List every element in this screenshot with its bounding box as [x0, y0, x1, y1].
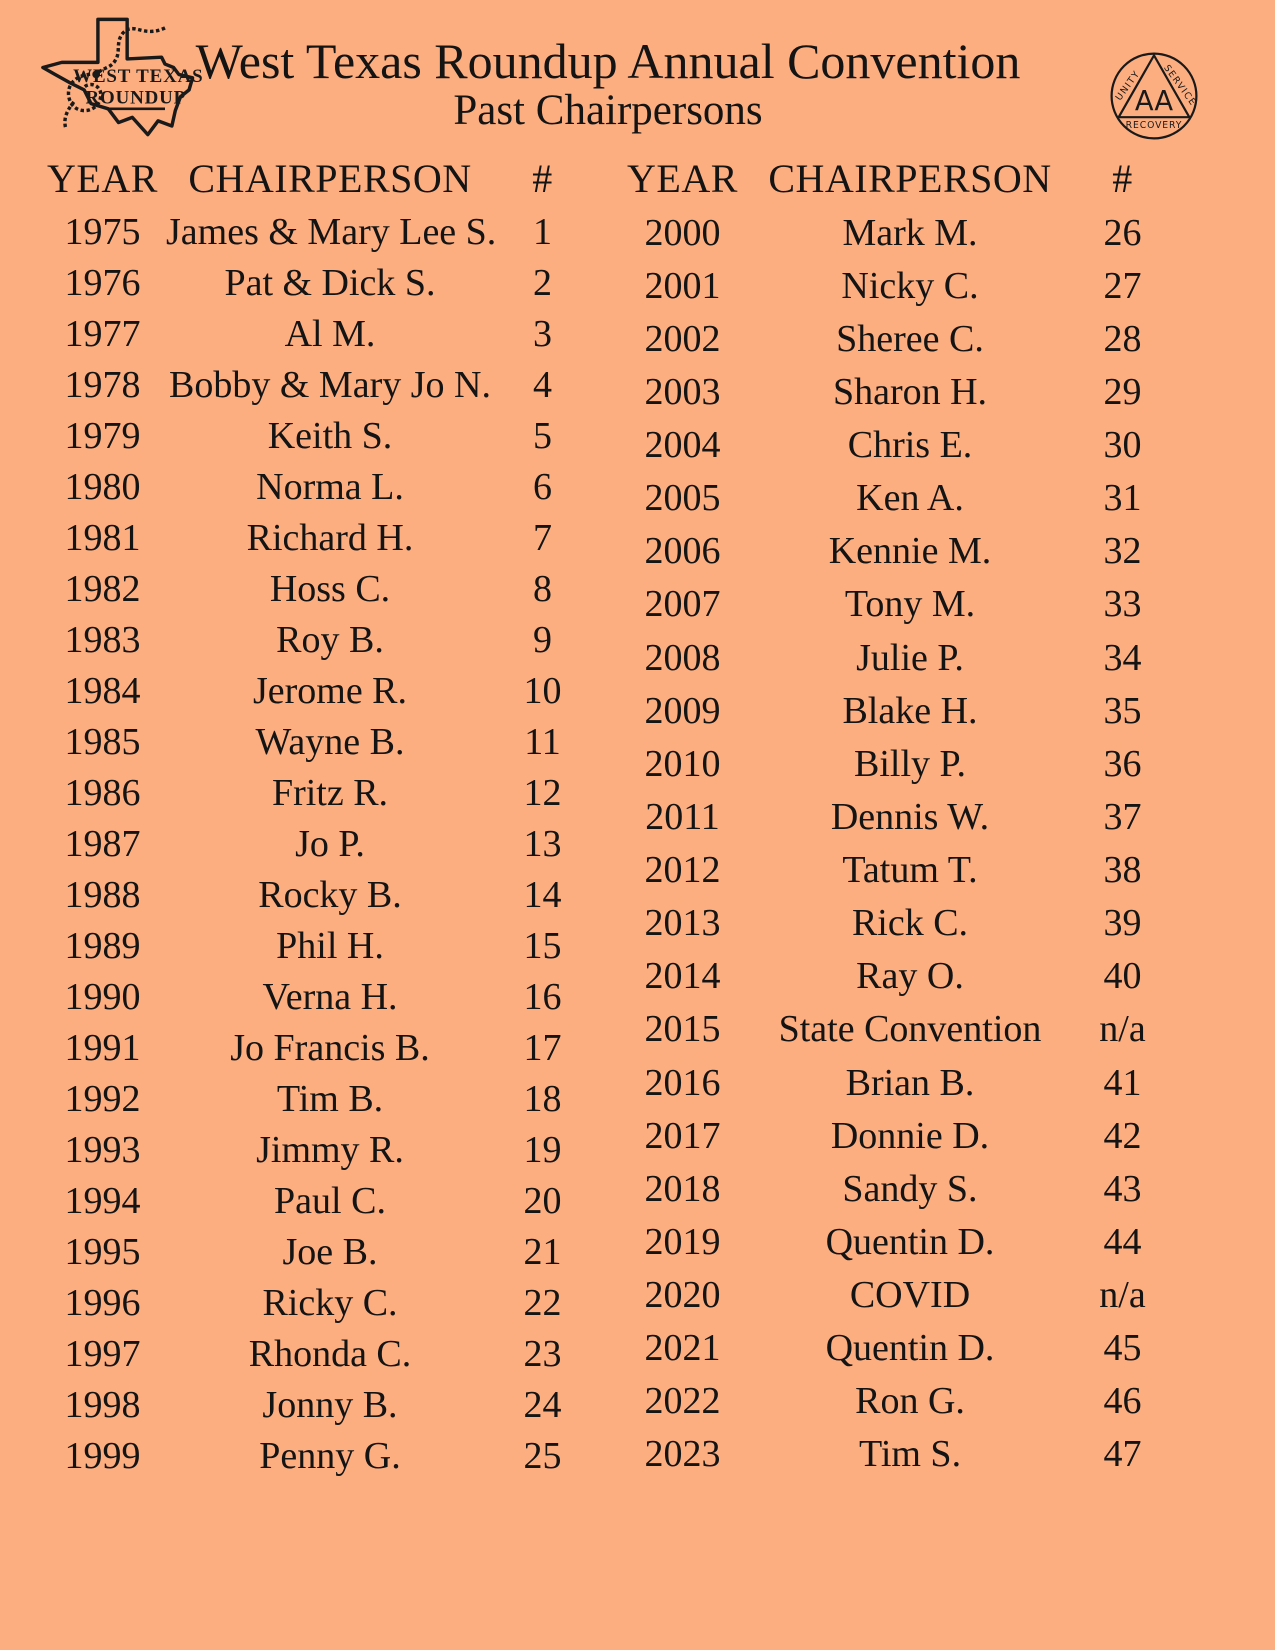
year-cell: 1982 [64, 567, 141, 610]
chairperson-cell: Blake H. [842, 689, 978, 732]
number-cell: 6 [533, 465, 552, 508]
table-row [620, 259, 1170, 312]
number-cell: 10 [523, 669, 562, 712]
chairperson-cell: James & Mary Lee S. [166, 210, 497, 253]
year-cell: 1998 [64, 1383, 141, 1426]
right-table [620, 150, 1170, 1481]
right-table-body [620, 206, 1170, 1481]
year-cell: 1995 [64, 1230, 141, 1273]
table-row [40, 1022, 590, 1073]
number-cell: 43 [1103, 1167, 1142, 1210]
chairperson-cell: Penny G. [259, 1434, 401, 1477]
table-row [40, 869, 590, 920]
table-header-row [40, 150, 590, 206]
number-header: # [1112, 155, 1133, 201]
chairperson-cell: Donnie D. [830, 1114, 990, 1157]
table-row [40, 665, 590, 716]
chairperson-cell: Norma L. [256, 465, 404, 508]
chairperson-cell: Sharon H. [832, 370, 988, 413]
number-cell: 40 [1103, 955, 1142, 998]
number-cell: 45 [1103, 1327, 1142, 1370]
number-cell: 1 [533, 210, 552, 253]
number-cell: 35 [1103, 689, 1142, 732]
number-cell: 22 [523, 1281, 562, 1324]
chairperson-cell: Ken A. [856, 477, 964, 520]
number-cell: 30 [1103, 424, 1142, 467]
aa-center-label: AA [1134, 86, 1174, 118]
year-cell: 2001 [644, 264, 721, 307]
year-cell: 1999 [64, 1434, 141, 1477]
table-row [40, 1277, 590, 1328]
year-cell: 1992 [64, 1077, 141, 1120]
page-header [0, 34, 1216, 134]
chairperson-cell: Sandy S. [842, 1167, 978, 1210]
year-cell: 1984 [64, 669, 141, 712]
number-cell: 32 [1103, 530, 1142, 573]
year-cell: 2019 [644, 1220, 721, 1263]
table-row [40, 920, 590, 971]
year-cell: 2012 [644, 849, 721, 892]
chairperson-cell: Jo P. [295, 822, 365, 865]
year-cell: 1996 [64, 1281, 141, 1324]
number-cell: 25 [523, 1434, 562, 1477]
number-cell: 12 [523, 771, 562, 814]
chairperson-cell: Ray O. [856, 955, 964, 998]
chairperson-cell: Pat & Dick S. [224, 261, 436, 304]
table-row [620, 737, 1170, 790]
table-row [40, 206, 590, 257]
table-row [620, 1269, 1170, 1322]
year-cell: 2006 [644, 530, 721, 573]
number-cell: 26 [1103, 211, 1142, 254]
table-row [620, 419, 1170, 472]
table-row [40, 716, 590, 767]
chairperson-cell: Chris E. [847, 424, 973, 467]
aa-recovery-label: RECOVERY [1125, 119, 1183, 131]
table-row [620, 472, 1170, 525]
number-cell: 41 [1103, 1061, 1142, 1104]
chairperson-cell: Sheree C. [836, 317, 984, 360]
number-cell: n/a [1099, 1008, 1146, 1051]
logo-line2: ROUNDUP [85, 87, 187, 109]
year-cell: 2010 [644, 742, 721, 785]
chairperson-cell: Verna H. [262, 975, 398, 1018]
chairperson-cell: Jerome R. [252, 669, 408, 712]
table-row [40, 1226, 590, 1277]
table-row [620, 578, 1170, 631]
table-row [40, 1379, 590, 1430]
chairperson-cell: Joe B. [282, 1230, 378, 1273]
number-cell: 3 [533, 312, 552, 355]
number-cell: 29 [1103, 370, 1142, 413]
chairperson-cell: Jo Francis B. [230, 1026, 430, 1069]
year-cell: 1993 [64, 1128, 141, 1171]
year-cell: 1980 [64, 465, 141, 508]
chairperson-cell: Rhonda C. [248, 1332, 412, 1375]
table-row [620, 1056, 1170, 1109]
table-row [620, 684, 1170, 737]
chairperson-cell: COVID [849, 1274, 971, 1317]
number-cell: 28 [1103, 317, 1142, 360]
number-cell: 2 [533, 261, 552, 304]
year-cell: 2004 [644, 424, 721, 467]
chairperson-header: CHAIRPERSON [188, 155, 472, 201]
chairpersons-tables [40, 150, 1170, 1481]
year-cell: 1975 [64, 210, 141, 253]
chairperson-cell: Richard H. [246, 516, 414, 559]
number-cell: 31 [1103, 477, 1142, 520]
number-header: # [532, 155, 553, 201]
number-cell: 16 [523, 975, 562, 1018]
number-cell: 36 [1103, 742, 1142, 785]
number-cell: 24 [523, 1383, 562, 1426]
number-cell: 11 [524, 720, 561, 763]
table-row [620, 1322, 1170, 1375]
table-row [40, 359, 590, 410]
table-row [620, 365, 1170, 418]
chairperson-cell: Quentin D. [825, 1327, 995, 1370]
year-cell: 1997 [64, 1332, 141, 1375]
chairperson-cell: Jonny B. [262, 1383, 398, 1426]
number-cell: 15 [523, 924, 562, 967]
number-cell: 13 [523, 822, 562, 865]
table-row [40, 410, 590, 461]
chairperson-cell: State Convention [778, 1008, 1042, 1051]
year-cell: 2002 [644, 317, 721, 360]
table-row [620, 897, 1170, 950]
table-row [620, 1162, 1170, 1215]
number-cell: 8 [533, 567, 552, 610]
year-cell: 1994 [64, 1179, 141, 1222]
table-row [40, 257, 590, 308]
chairperson-cell: Tim B. [276, 1077, 384, 1120]
chairperson-cell: Billy P. [854, 742, 966, 785]
table-row [620, 1109, 1170, 1162]
table-row [620, 525, 1170, 578]
table-row [620, 1003, 1170, 1056]
number-cell: 20 [523, 1179, 562, 1222]
table-row [40, 614, 590, 665]
page-title: West Texas Roundup Annual Convention [195, 33, 1021, 89]
chairperson-cell: Tony M. [844, 583, 976, 626]
table-row [620, 206, 1170, 259]
number-cell: 27 [1103, 264, 1142, 307]
year-cell: 1978 [64, 363, 141, 406]
year-cell: 2000 [644, 211, 721, 254]
number-cell: 46 [1103, 1380, 1142, 1423]
chairperson-cell: Rocky B. [258, 873, 402, 916]
number-cell: 18 [523, 1077, 562, 1120]
number-cell: 19 [523, 1128, 562, 1171]
year-cell: 2005 [644, 477, 721, 520]
chairperson-cell: Bobby & Mary Jo N. [169, 363, 491, 406]
number-cell: 14 [523, 873, 562, 916]
year-cell: 2018 [644, 1167, 721, 1210]
number-cell: 4 [533, 363, 552, 406]
table-row [620, 790, 1170, 843]
year-cell: 1983 [64, 618, 141, 661]
table-row [620, 1375, 1170, 1428]
table-header-row [620, 150, 1170, 206]
number-cell: n/a [1099, 1274, 1146, 1317]
year-cell: 2008 [644, 636, 721, 679]
year-cell: 2022 [644, 1380, 721, 1423]
left-table [40, 150, 590, 1481]
number-cell: 34 [1103, 636, 1142, 679]
number-cell: 33 [1103, 583, 1142, 626]
year-cell: 1991 [64, 1026, 141, 1069]
aa-unity-label: UNITY [1113, 68, 1143, 103]
chairperson-cell: Rick C. [851, 902, 969, 945]
chairperson-header: CHAIRPERSON [768, 155, 1052, 201]
table-row [40, 1124, 590, 1175]
chairperson-cell: Dennis W. [830, 795, 990, 838]
table-row [40, 1328, 590, 1379]
year-header: YEAR [47, 155, 158, 201]
chairperson-cell: Tatum T. [842, 849, 978, 892]
number-cell: 42 [1103, 1114, 1142, 1157]
table-row [40, 308, 590, 359]
left-table-body [40, 206, 590, 1481]
number-cell: 39 [1103, 902, 1142, 945]
number-cell: 44 [1103, 1220, 1142, 1263]
table-row [620, 950, 1170, 1003]
chairperson-cell: Tim S. [858, 1433, 962, 1476]
chairperson-cell: Brian B. [845, 1061, 975, 1104]
year-cell: 1990 [64, 975, 141, 1018]
number-cell: 23 [523, 1332, 562, 1375]
chairperson-cell: Wayne B. [255, 720, 405, 763]
year-cell: 2007 [644, 583, 721, 626]
table-row [40, 563, 590, 614]
year-header: YEAR [627, 155, 738, 201]
number-cell: 17 [523, 1026, 562, 1069]
chairperson-cell: Paul C. [274, 1179, 386, 1222]
year-cell: 1976 [64, 261, 141, 304]
table-row [40, 461, 590, 512]
table-row [40, 767, 590, 818]
chairperson-cell: Ricky C. [262, 1281, 398, 1324]
table-row [40, 1430, 590, 1481]
year-cell: 1986 [64, 771, 141, 814]
table-row [620, 1428, 1170, 1481]
number-cell: 38 [1103, 849, 1142, 892]
chairperson-cell: Phil H. [276, 924, 384, 967]
year-cell: 2014 [644, 955, 721, 998]
year-cell: 2009 [644, 689, 721, 732]
table-row [620, 312, 1170, 365]
number-cell: 7 [533, 516, 552, 559]
table-row [620, 1215, 1170, 1268]
year-cell: 2021 [644, 1327, 721, 1370]
chairperson-cell: Quentin D. [825, 1220, 995, 1263]
number-cell: 21 [523, 1230, 562, 1273]
chairperson-cell: Hoss C. [269, 567, 391, 610]
year-cell: 2011 [645, 795, 720, 838]
year-cell: 2016 [644, 1061, 721, 1104]
page-subtitle: Past Chairpersons [453, 87, 763, 134]
chairperson-cell: Julie P. [856, 636, 964, 679]
number-cell: 37 [1103, 795, 1142, 838]
year-cell: 2013 [644, 902, 721, 945]
year-cell: 1985 [64, 720, 141, 763]
chairperson-cell: Kennie M. [828, 530, 992, 573]
chairperson-cell: Ron G. [855, 1380, 965, 1423]
year-cell: 1989 [64, 924, 141, 967]
year-cell: 1987 [64, 822, 141, 865]
year-cell: 1988 [64, 873, 141, 916]
year-cell: 1979 [64, 414, 141, 457]
chairperson-cell: Jimmy R. [256, 1128, 404, 1171]
table-row [620, 844, 1170, 897]
year-cell: 2017 [644, 1114, 721, 1157]
table-row [40, 818, 590, 869]
aa-service-label: SERVICE [1161, 62, 1199, 109]
table-row [40, 971, 590, 1022]
number-cell: 47 [1103, 1433, 1142, 1476]
chairperson-cell: Nicky C. [841, 264, 979, 307]
number-cell: 9 [533, 618, 552, 661]
chairperson-cell: Al M. [284, 312, 376, 355]
year-cell: 1977 [64, 312, 141, 355]
year-cell: 2015 [644, 1008, 721, 1051]
aa-logo-icon [1101, 41, 1207, 151]
table-row [40, 1175, 590, 1226]
chairperson-cell: Roy B. [276, 618, 384, 661]
number-cell: 5 [533, 414, 552, 457]
year-cell: 1981 [64, 516, 141, 559]
logo-line1: WEST TEXAS [73, 66, 204, 88]
table-row [40, 1073, 590, 1124]
year-cell: 2020 [644, 1274, 721, 1317]
chairperson-cell: Mark M. [842, 211, 978, 254]
chairperson-cell: Fritz R. [271, 771, 389, 814]
chairperson-cell: Keith S. [267, 414, 393, 457]
table-row [40, 512, 590, 563]
table-row [620, 631, 1170, 684]
year-cell: 2003 [644, 370, 721, 413]
year-cell: 2023 [644, 1433, 721, 1476]
